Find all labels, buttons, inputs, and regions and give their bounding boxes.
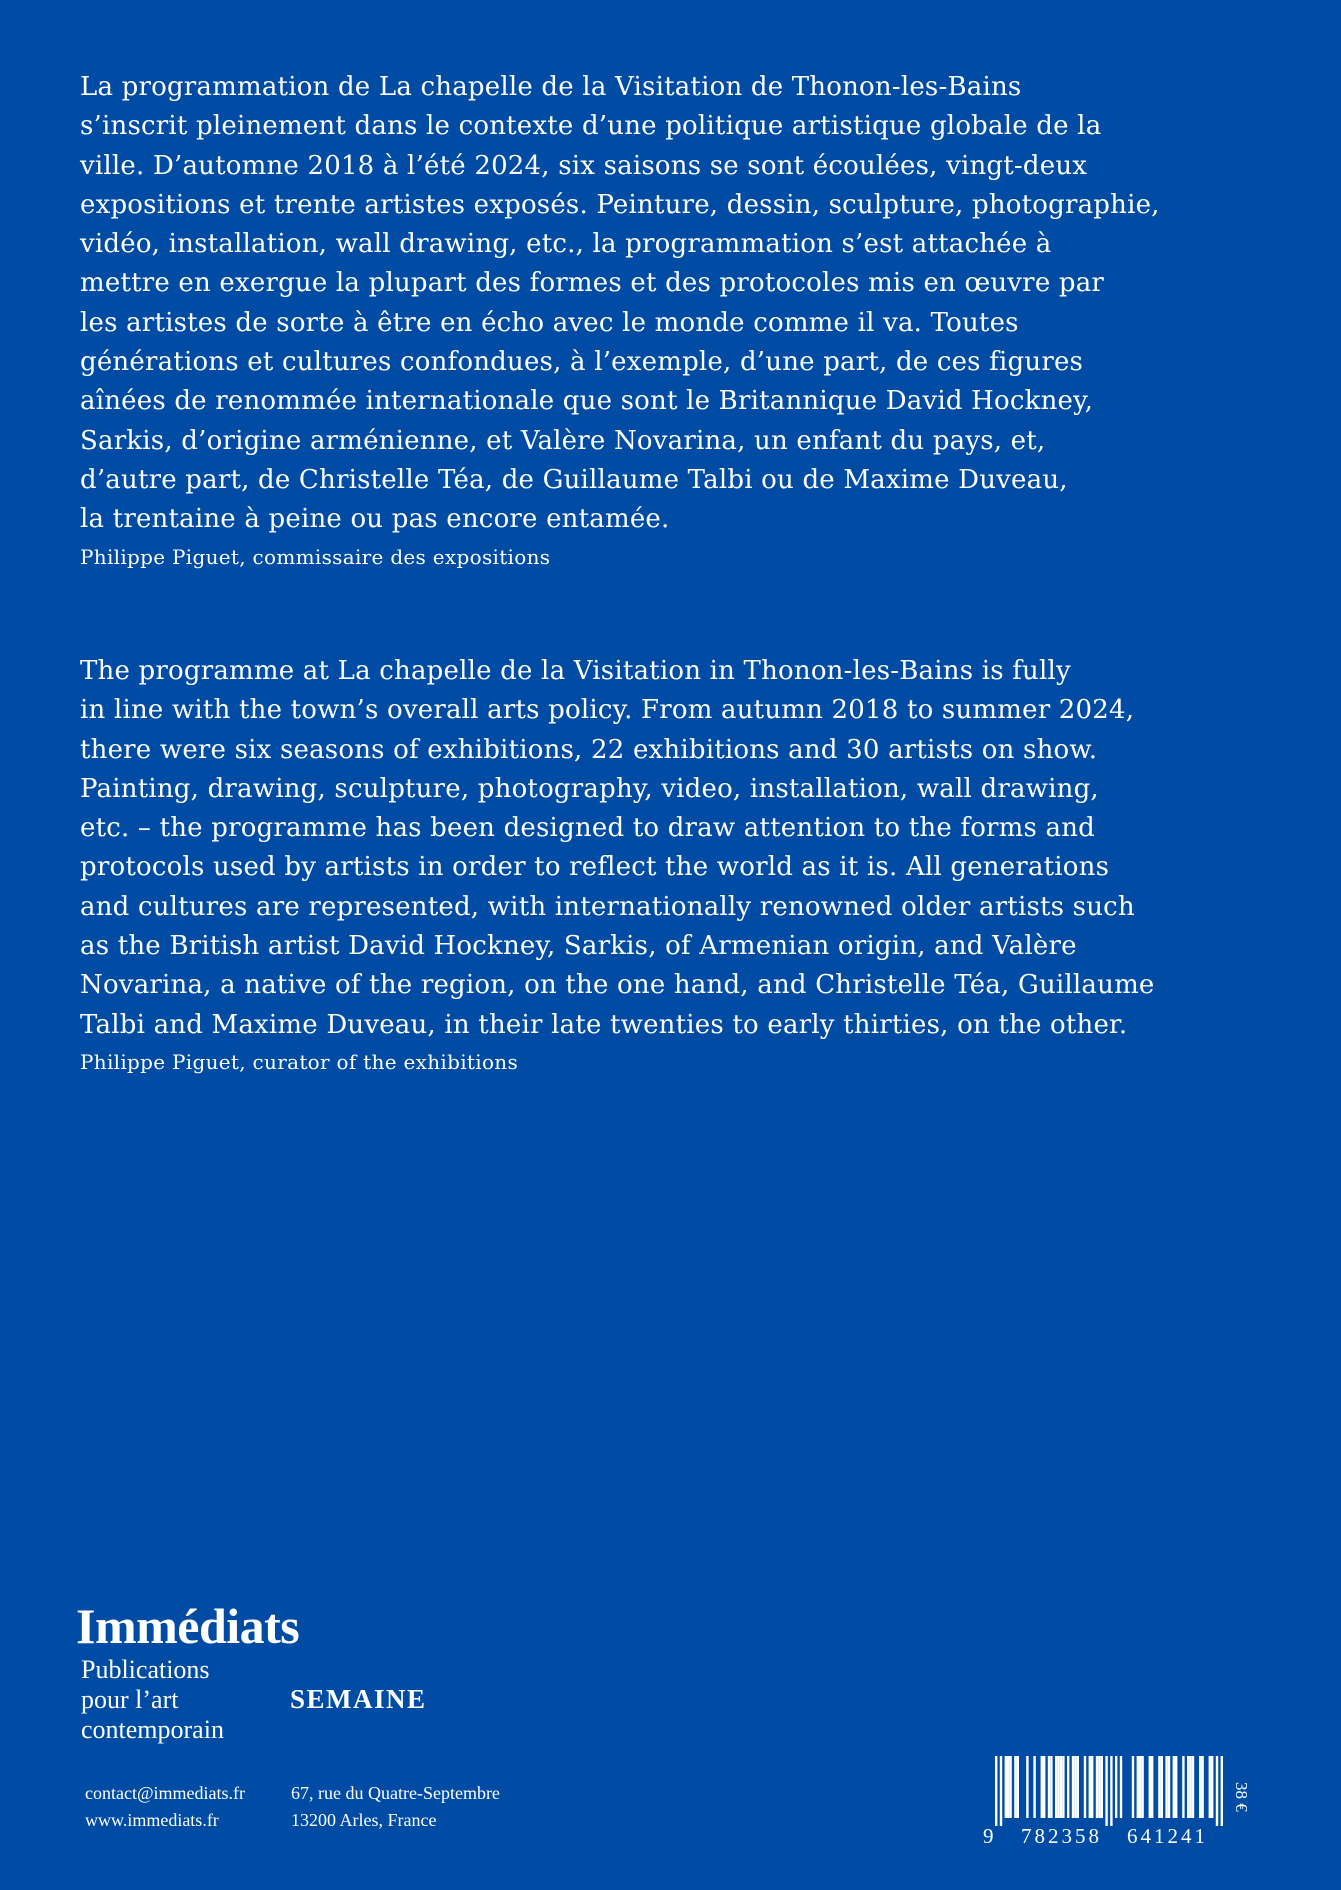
french-line: ville. D’automne 2018 à l’été 2024, six saisons se sont écoulées, vingt-deux [80, 150, 1088, 181]
french-line: générations et cultures confondues, à l’exemple, d’une part, de ces figures [80, 347, 1084, 378]
barcode-bar [1110, 1756, 1112, 1826]
barcode-bar [1165, 1756, 1167, 1818]
french-line: aînées de renommée internationale que sont le Britannique David Hockney, [80, 386, 1094, 417]
english-line: and cultures are represented, with internationally renowned older artists such [80, 891, 1135, 922]
barcode-bar [1115, 1756, 1117, 1818]
french-line: la trentaine à peine ou pas encore entamée. [80, 504, 670, 535]
barcode-bar [1137, 1756, 1139, 1818]
barcode-bar [1050, 1756, 1052, 1818]
barcode-bar [995, 1756, 997, 1826]
barcode-bar [1209, 1756, 1211, 1818]
barcode-bar [1151, 1756, 1153, 1818]
barcode-bar [1005, 1756, 1007, 1818]
barcode-bar [1026, 1756, 1028, 1818]
barcode-bar [1048, 1756, 1050, 1818]
tagline-line: contemporain [81, 1715, 224, 1744]
barcode-bar [1201, 1756, 1203, 1818]
english-line: Novarina, a native of the region, on the one hand, and Christelle Téa, Guillaume [80, 970, 1155, 1001]
barcode-bar [1211, 1756, 1213, 1818]
publisher-logo: Immédiats [76, 1598, 300, 1654]
barcode-digits-right: 641241 [1127, 1824, 1208, 1848]
barcode-bar [1007, 1756, 1009, 1818]
barcode-bar [1182, 1756, 1184, 1818]
contact-info [85, 1780, 245, 1834]
barcode-bar [1216, 1756, 1218, 1826]
barcode-bar [1062, 1756, 1064, 1818]
english-line: etc. – the programme has been designed to draw attention to the forms and [80, 813, 1096, 844]
french-line: vidéo, installation, wall drawing, etc., la programmation s’est attachée à [80, 229, 1052, 260]
english-line: as the British artist David Hockney, Sarkis, of Armenian origin, and Valère [80, 931, 1077, 962]
barcode-bar [1096, 1756, 1098, 1818]
english-line: in line with the town’s overall arts policy. From autumn 2018 to summer 2024, [80, 695, 1135, 726]
price-text: 38 € [1232, 1782, 1251, 1812]
barcode-bar [1074, 1756, 1076, 1818]
barcode-bar [1077, 1756, 1079, 1818]
website-link[interactable]: www.immediats.fr [85, 1810, 219, 1830]
barcode-bar [1173, 1756, 1175, 1818]
tagline-line: Publications [81, 1655, 210, 1684]
barcode-bar [1168, 1756, 1170, 1818]
barcode-digit-first: 9 [983, 1824, 995, 1848]
barcode-bar [1120, 1756, 1122, 1818]
french-line: les artistes de sorte à être en écho avec le monde comme il va. Toutes [80, 307, 1019, 338]
barcode-bar [1141, 1756, 1143, 1818]
barcode-bar [1187, 1756, 1189, 1818]
partner-logo: SEMAINE [290, 1684, 427, 1714]
barcode-bar [1014, 1756, 1016, 1818]
barcode-bar [1060, 1756, 1062, 1818]
barcode-bar [1055, 1756, 1057, 1818]
french-text-block [80, 68, 1160, 570]
email-link[interactable]: contact@immediats.fr [85, 1783, 246, 1803]
tagline-line: pour l’art [81, 1685, 179, 1714]
barcode-bar [1041, 1756, 1043, 1818]
french-paragraph [80, 68, 1160, 540]
english-text-block [80, 652, 1155, 1075]
barcode-bar [1043, 1756, 1045, 1818]
french-line: mettre en exergue la plupart des formes et des protocoles mis en œuvre par [80, 268, 1105, 299]
barcode-bar [1161, 1756, 1163, 1818]
barcode-bar [1072, 1756, 1074, 1818]
barcode-bar [1098, 1756, 1100, 1818]
barcode-digits-left: 782358 [1021, 1824, 1102, 1848]
barcode-bar [1101, 1756, 1103, 1818]
french-line: expositions et trente artistes exposés. Peinture, dessin, sculpture, photographie, [80, 189, 1160, 220]
barcode-bar [1067, 1756, 1069, 1818]
barcode-bar [1175, 1756, 1177, 1818]
barcode-bar [1009, 1756, 1011, 1818]
address-line: 67, rue du Quatre-Septembre [291, 1783, 500, 1803]
barcode-bar [1139, 1756, 1141, 1818]
barcode-bar [1105, 1756, 1107, 1826]
barcode-bar [1158, 1756, 1160, 1818]
english-line: there were six seasons of exhibitions, 22 exhibitions and 30 artists on show. [80, 734, 1098, 765]
french-line: Sarkis, d’origine arménienne, et Valère Novarina, un enfant du pays, et, [80, 425, 1046, 456]
price-label [1233, 1770, 1267, 1810]
barcode-bar [1057, 1756, 1059, 1818]
barcode-bar [1149, 1756, 1151, 1818]
barcode-bar [1017, 1756, 1019, 1818]
barcode-bar [1192, 1756, 1194, 1818]
postal-address [291, 1780, 500, 1834]
barcode-bar [1091, 1756, 1093, 1818]
french-line: d’autre part, de Christelle Téa, de Guillaume Talbi ou de Maxime Duveau, [80, 464, 1068, 495]
barcode-bar [1221, 1756, 1223, 1826]
english-credit: Philippe Piguet, curator of the exhibitions [80, 1049, 519, 1074]
address-line: 13200 Arles, France [291, 1810, 437, 1830]
french-line: s’inscrit pleinement dans le contexte d’une politique artistique globale de la [80, 111, 1102, 142]
barcode-bar [1000, 1756, 1002, 1826]
barcode-bar [1132, 1756, 1134, 1818]
barcode-bar [1033, 1756, 1035, 1818]
english-line: Talbi and Maxime Duveau, in their late twenties to early thirties, on the other. [80, 1009, 1128, 1040]
french-line: La programmation de La chapelle de la Visitation de Thonon-les-Bains [80, 72, 1022, 102]
isbn-barcode [977, 1756, 1233, 1849]
barcode-bar [1084, 1756, 1086, 1818]
english-line: Painting, drawing, sculpture, photography, video, installation, wall drawing, [80, 773, 1099, 804]
english-line: The programme at La chapelle de la Visitation in Thonon-les-Bains is fully [80, 656, 1071, 686]
french-credit: Philippe Piguet, commissaire des expositions [80, 544, 551, 569]
barcode-bar [1199, 1756, 1201, 1818]
barcode-bar [1089, 1756, 1091, 1818]
english-paragraph [80, 652, 1155, 1045]
publisher-tagline [81, 1655, 224, 1745]
barcode-bar [1189, 1756, 1191, 1818]
english-line: protocols used by artists in order to reflect the world as it is. All generations [80, 852, 1110, 883]
